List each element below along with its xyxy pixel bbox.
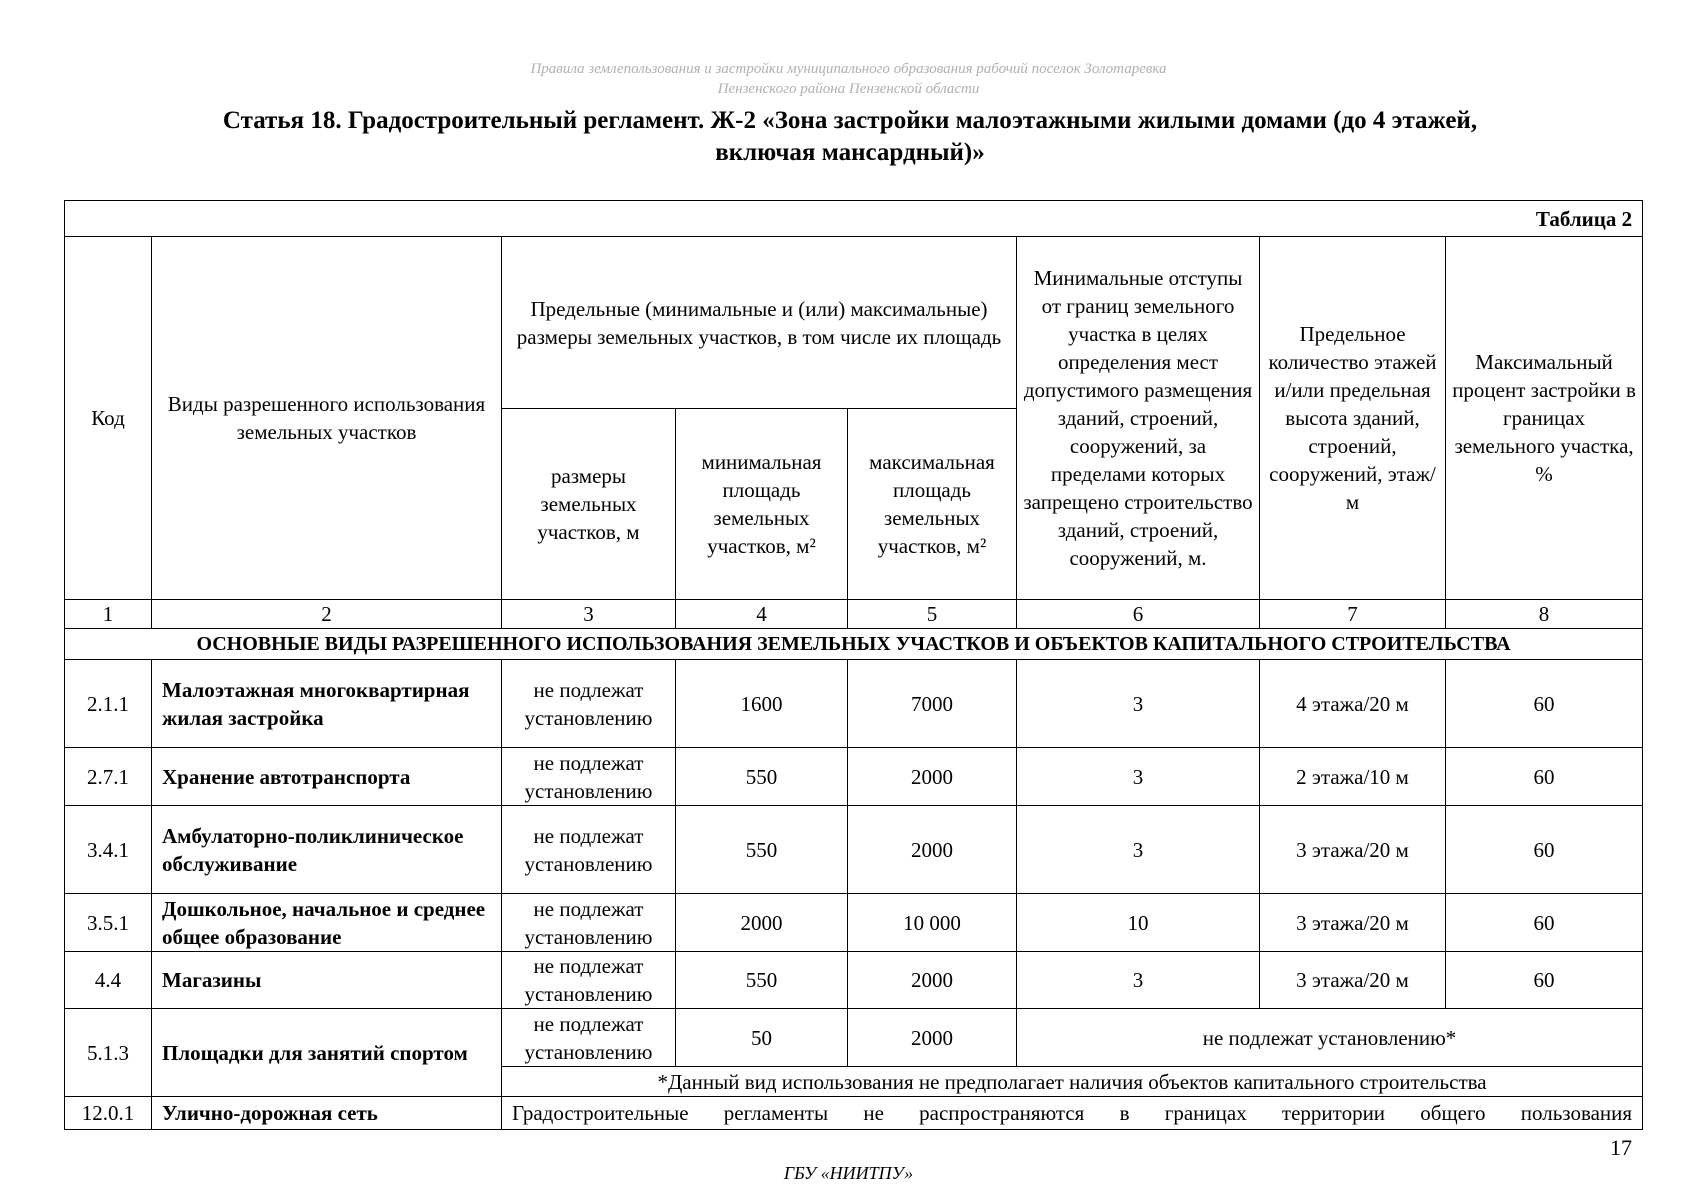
- row-code: 2.7.1: [65, 748, 152, 806]
- header-row-1: [65, 237, 1643, 409]
- table-label: Таблица 2: [65, 201, 1643, 237]
- row-use-name: Малоэтажная многоквартирная жилая застройка: [152, 660, 502, 748]
- column-number: 4: [676, 600, 848, 629]
- row-floors: 2 этажа/10 м: [1260, 748, 1446, 806]
- table-row: [65, 660, 1643, 748]
- row-min-area: 550: [676, 748, 848, 806]
- column-number: 5: [848, 600, 1017, 629]
- row-setback: 3: [1017, 748, 1260, 806]
- header-use-types: Виды разрешенного использования земельных участков: [152, 237, 502, 600]
- row-code: 3.5.1: [65, 894, 152, 952]
- regulation-table-wrapper: [64, 200, 1642, 1130]
- article-title-line-1: Статья 18. Градостроительный регламент. Ж-2 «Зона застройки малоэтажными жилыми домами (до 4 этажей,: [222, 107, 1478, 134]
- row-dimensions: не подлежат установлению: [502, 660, 676, 748]
- column-number: 8: [1446, 600, 1643, 629]
- row-max-area: 2000: [848, 806, 1017, 894]
- row-code: 2.1.1: [65, 660, 152, 748]
- column-number: 1: [65, 600, 152, 629]
- row-footnote: *Данный вид использования не предполагает наличия объектов капитального строительства: [502, 1067, 1643, 1097]
- row-min-area: 550: [676, 952, 848, 1009]
- row-setback: 3: [1017, 660, 1260, 748]
- row-max-area: 7000: [848, 660, 1017, 748]
- regulation-table: [64, 200, 1643, 1130]
- row-setback: 10: [1017, 894, 1260, 952]
- table-row: [65, 952, 1643, 1009]
- row-max-area: 2000: [848, 748, 1017, 806]
- row-coverage: 60: [1446, 894, 1643, 952]
- running-header: [0, 59, 1697, 99]
- row-dimensions: не подлежат установлению: [502, 1009, 676, 1067]
- header-coverage: Максимальный процент застройки в границах земельного участка, %: [1446, 237, 1643, 600]
- row-note: Градостроительные регламенты не распространяются в границах территории общего пользования: [502, 1097, 1643, 1130]
- row-setback: 3: [1017, 806, 1260, 894]
- row-dimensions: не подлежат установлению: [502, 894, 676, 952]
- row-floors: 3 этажа/20 м: [1260, 894, 1446, 952]
- table-row-sport: [65, 1009, 1643, 1067]
- row-dimensions: не подлежат установлению: [502, 806, 676, 894]
- table-row: [65, 806, 1643, 894]
- article-title: [60, 105, 1640, 169]
- header-setbacks: Минимальные отступы от границ земельного участка в целях определения мест допустимого размещения зданий, строений, сооружений, за пределами которых запрещено строительство зданий, строений, сооружений, м.: [1017, 237, 1260, 600]
- row-floors: 3 этажа/20 м: [1260, 952, 1446, 1009]
- row-setback: 3: [1017, 952, 1260, 1009]
- table-row: [65, 894, 1643, 952]
- table-row: [65, 748, 1643, 806]
- row-dimensions: не подлежат установлению: [502, 748, 676, 806]
- row-use-name: Магазины: [152, 952, 502, 1009]
- column-number: 7: [1260, 600, 1446, 629]
- row-use-name: Дошкольное, начальное и среднее общее образование: [152, 894, 502, 952]
- row-min-area: 2000: [676, 894, 848, 952]
- header-floors: Предельное количество этажей и/или предельная высота зданий, строений, сооружений, этаж/м: [1260, 237, 1446, 600]
- row-code: 12.0.1: [65, 1097, 152, 1130]
- row-code: 5.1.3: [65, 1009, 152, 1097]
- running-header-line-1: Правила землепользования и застройки муниципального образования рабочий поселок Золотаревка: [530, 61, 1167, 77]
- header-plot-dimensions: размеры земельных участков, м: [502, 409, 676, 600]
- row-code: 4.4: [65, 952, 152, 1009]
- row-use-name: Хранение автотранспорта: [152, 748, 502, 806]
- running-header-line-2: Пензенского района Пензенской области: [717, 81, 980, 97]
- row-coverage: 60: [1446, 806, 1643, 894]
- row-merged-note: не подлежат установлению*: [1017, 1009, 1643, 1067]
- row-use-name: Амбулаторно-поликлиническое обслуживание: [152, 806, 502, 894]
- column-number: 2: [152, 600, 502, 629]
- row-code: 3.4.1: [65, 806, 152, 894]
- page-number: 17: [1610, 1135, 1632, 1160]
- table-row-road: [65, 1097, 1643, 1130]
- row-dimensions: не подлежат установлению: [502, 952, 676, 1009]
- column-number: 3: [502, 600, 676, 629]
- row-coverage: 60: [1446, 660, 1643, 748]
- row-min-area: 1600: [676, 660, 848, 748]
- row-min-area: 50: [676, 1009, 848, 1067]
- row-use-name: Улично-дорожная сеть: [152, 1097, 502, 1130]
- row-coverage: 60: [1446, 952, 1643, 1009]
- column-number: 6: [1017, 600, 1260, 629]
- row-use-name: Площадки для занятий спортом: [152, 1009, 502, 1097]
- header-min-area: минимальная площадь земельных участков, м²: [676, 409, 848, 600]
- header-max-area: максимальная площадь земельных участков, м²: [848, 409, 1017, 600]
- section-row: [65, 629, 1643, 660]
- row-max-area: 10 000: [848, 894, 1017, 952]
- row-coverage: 60: [1446, 748, 1643, 806]
- row-max-area: 2000: [848, 1009, 1017, 1067]
- section-title: ОСНОВНЫЕ ВИДЫ РАЗРЕШЕННОГО ИСПОЛЬЗОВАНИЯ ЗЕМЕЛЬНЫХ УЧАСТКОВ И ОБЪЕКТОВ КАПИТАЛЬНОГО СТРОИТЕЛЬСТВА: [65, 629, 1643, 660]
- header-plot-sizes-group: Предельные (минимальные и (или) максимальные) размеры земельных участков, в том числе их площадь: [502, 237, 1017, 409]
- header-code: Код: [65, 237, 152, 600]
- article-title-line-2: включая мансардный)»: [715, 139, 985, 166]
- table-label-row: [65, 201, 1643, 237]
- row-min-area: 550: [676, 806, 848, 894]
- row-floors: 4 этажа/20 м: [1260, 660, 1446, 748]
- row-max-area: 2000: [848, 952, 1017, 1009]
- row-floors: 3 этажа/20 м: [1260, 806, 1446, 894]
- footer-organization: ГБУ «НИИТПУ»: [783, 1163, 914, 1183]
- column-number-row: [65, 600, 1643, 629]
